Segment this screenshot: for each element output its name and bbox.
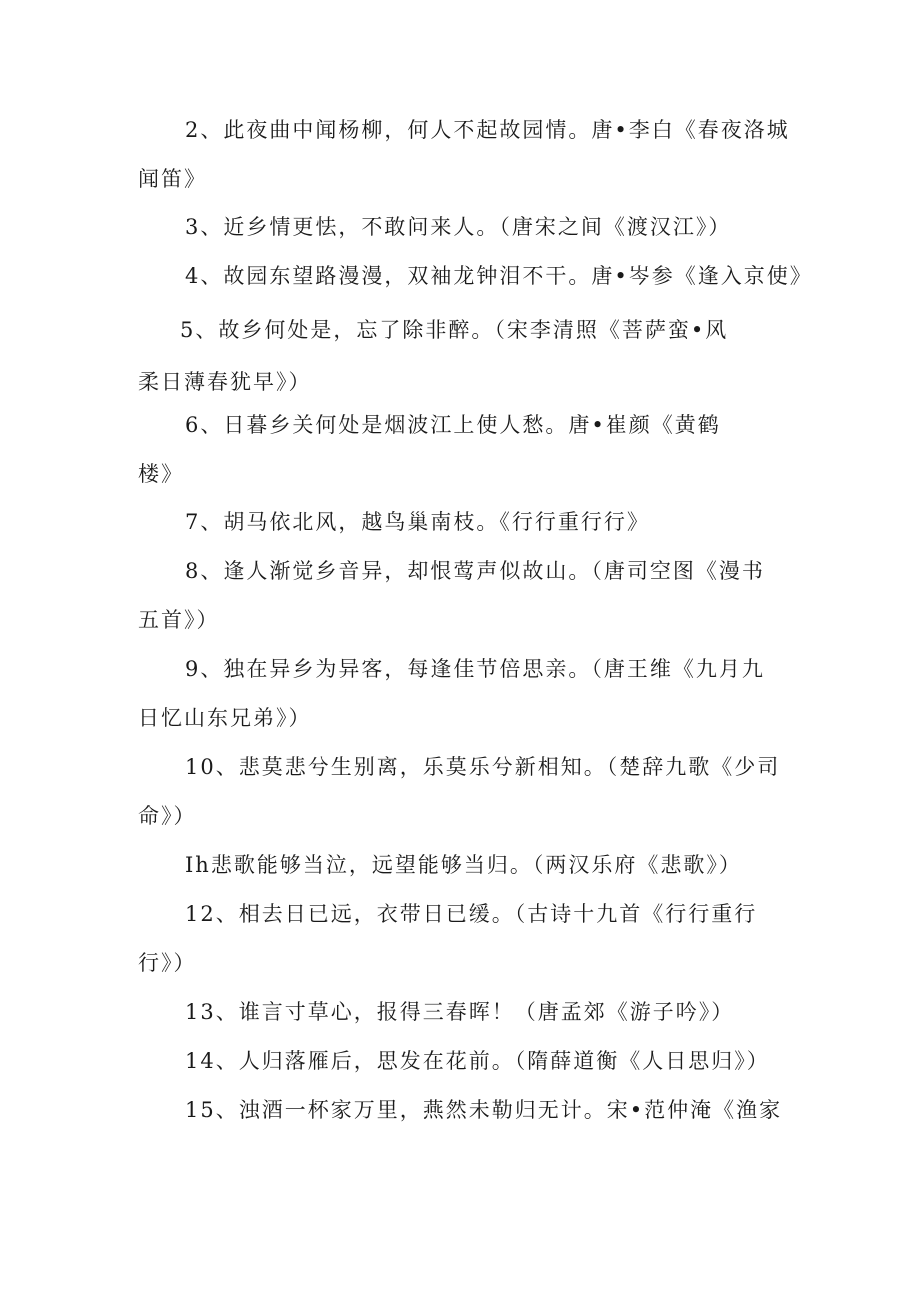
text-line: 3、近乡情更怯，不敢问来人。（唐宋之间《渡汉江》）	[185, 215, 732, 239]
text-line: 命》）	[138, 804, 197, 828]
text-line: 4、故园东望路漫漫，双袖龙钟泪不干。唐•岑参《逢入京使》	[185, 264, 813, 288]
text-line: 五首》）	[138, 608, 220, 632]
text-line: 日忆山东兄弟》）	[138, 706, 312, 730]
text-line: Ih悲歌能够当泣，远望能够当归。（两汉乐府《悲歌》）	[185, 853, 742, 877]
text-line: 5、故乡何处是，忘了除非醉。（宋李清照《菩萨蛮•风	[180, 318, 729, 342]
text-line: 15、浊酒一杯家万里，燕然未勒归无计。宋•范仲淹《渔家	[185, 1098, 783, 1122]
text-line: 柔日薄春犹早》）	[138, 370, 312, 394]
text-line: 6、日暮乡关何处是烟波江上使人愁。唐•崔颜《黄鹤	[185, 413, 721, 437]
text-line: 楼》	[138, 462, 184, 486]
text-line: 10、悲莫悲兮生别离，乐莫乐兮新相知。（楚辞九歌《少司	[185, 755, 781, 779]
text-line: 12、相去日已远，衣带日已缓。（古诗十九首《行行重行	[185, 902, 758, 926]
text-line: 闻笛》	[138, 167, 207, 191]
text-line: 14、人归落雁后，思发在花前。（隋薛道衡《人日思归》）	[185, 1049, 770, 1073]
text-line: 2、此夜曲中闻杨柳，何人不起故园情。唐•李白《春夜洛城	[185, 118, 790, 142]
text-line: 13、谁言寸草心，报得三春晖！（唐孟郊《游子吟》）	[185, 1000, 735, 1024]
text-line: 8、逢人渐觉乡音异，却恨莺声似故山。（唐司空图《漫书	[185, 559, 765, 583]
text-line: 7、胡马依北风，越鸟巢南枝。《行行重行行》	[185, 510, 650, 534]
text-line: 9、独在异乡为异客，每逢佳节倍思亲。（唐王维《九月九	[185, 657, 765, 681]
text-line: 行》）	[138, 951, 197, 975]
